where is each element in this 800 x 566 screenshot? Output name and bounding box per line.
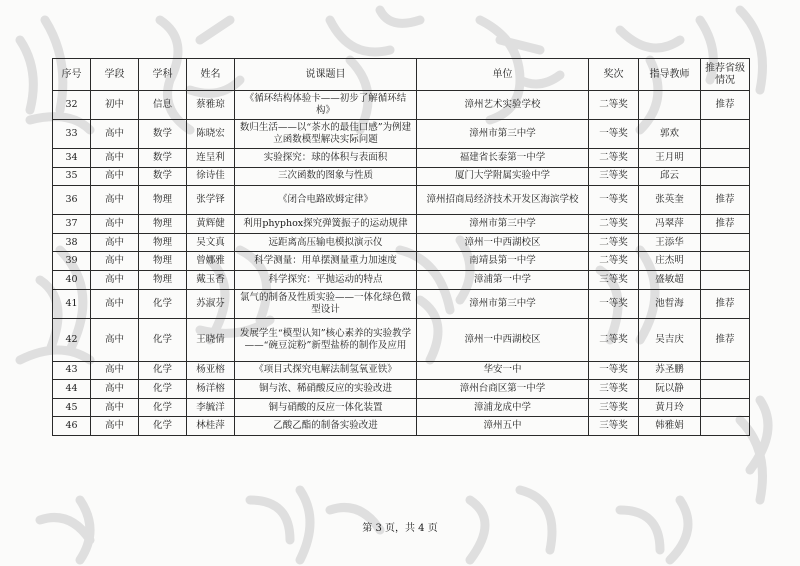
cell-subject: 化学: [139, 289, 187, 318]
cell-unit: 漳州艺术实验学校: [417, 91, 589, 120]
cell-no: 42: [53, 318, 91, 361]
cell-unit: 华安一中: [417, 361, 589, 380]
cell-stage: 高中: [91, 289, 139, 318]
cell-no: 46: [53, 417, 91, 436]
cell-subject: 物理: [139, 215, 187, 234]
cell-recommend: [701, 398, 750, 417]
cell-no: 44: [53, 380, 91, 399]
table-row: [53, 361, 750, 380]
cell-title: 发展学生“模型认知”核心素养的实验教学——“碗豆淀粉”新型盐桥的制作及应用: [235, 318, 417, 361]
cell-subject: 化学: [139, 398, 187, 417]
header-award: 奖次: [589, 59, 639, 91]
cell-subject: 化学: [139, 318, 187, 361]
cell-stage: 高中: [91, 233, 139, 252]
cell-subject: 数学: [139, 167, 187, 186]
header-title: 说课题目: [235, 59, 417, 91]
cell-subject: 信息: [139, 91, 187, 120]
cell-subject: 数学: [139, 149, 187, 168]
table-row: [53, 149, 750, 168]
cell-award: 一等奖: [589, 361, 639, 380]
cell-subject: 化学: [139, 380, 187, 399]
cell-name: 苏淑芬: [187, 289, 235, 318]
cell-name: 王晓倩: [187, 318, 235, 361]
cell-award: 三等奖: [589, 380, 639, 399]
cell-recommend: 推荐: [701, 186, 750, 215]
cell-name: 蔡雅琼: [187, 91, 235, 120]
cell-unit: 漳州台商区第一中学: [417, 380, 589, 399]
page-number-footer: 第 3 页，共 4 页: [362, 523, 438, 534]
cell-award: 二等奖: [589, 149, 639, 168]
cell-recommend: [701, 417, 750, 436]
cell-advisor: 黄月玲: [639, 398, 701, 417]
cell-unit: 漳州一中西湖校区: [417, 233, 589, 252]
cell-title: 《循环结构体验卡——初步了解循环结构》: [235, 91, 417, 120]
cell-advisor: 韩雅娟: [639, 417, 701, 436]
cell-name: 杨亚榕: [187, 361, 235, 380]
cell-title: 数归生活——以“茶水的最佳口感”为例建立函数模型解决实际问题: [235, 120, 417, 149]
cell-stage: 高中: [91, 398, 139, 417]
cell-award: 一等奖: [589, 120, 639, 149]
cell-name: 林桂萍: [187, 417, 235, 436]
cell-advisor: 盛敏超: [639, 270, 701, 289]
cell-name: 徐诗佳: [187, 167, 235, 186]
cell-award: 三等奖: [589, 417, 639, 436]
cell-no: 35: [53, 167, 91, 186]
cell-advisor: [639, 91, 701, 120]
cell-advisor: 庄杰明: [639, 252, 701, 271]
cell-unit: 南靖县第一中学: [417, 252, 589, 271]
cell-recommend: 推荐: [701, 289, 750, 318]
cell-title: 利用phyphox探究弹簧振子的运动规律: [235, 215, 417, 234]
cell-recommend: [701, 233, 750, 252]
table-row: [53, 270, 750, 289]
cell-stage: 高中: [91, 380, 139, 399]
cell-advisor: 苏圣鹏: [639, 361, 701, 380]
cell-award: 三等奖: [589, 167, 639, 186]
cell-stage: 高中: [91, 215, 139, 234]
cell-award: 二等奖: [589, 252, 639, 271]
table-row: [53, 91, 750, 120]
cell-name: 陈晓宏: [187, 120, 235, 149]
table-row: [53, 380, 750, 399]
cell-subject: 化学: [139, 417, 187, 436]
cell-title: 《项目式探究电解法制氢氧亚铁》: [235, 361, 417, 380]
cell-name: 李毓洋: [187, 398, 235, 417]
cell-stage: 高中: [91, 149, 139, 168]
cell-name: 吴文真: [187, 233, 235, 252]
cell-recommend: 推荐: [701, 91, 750, 120]
table-row: [53, 289, 750, 318]
cell-unit: 漳州五中: [417, 417, 589, 436]
cell-recommend: [701, 252, 750, 271]
cell-no: 40: [53, 270, 91, 289]
cell-unit: 漳州市第三中学: [417, 289, 589, 318]
cell-subject: 物理: [139, 233, 187, 252]
cell-no: 36: [53, 186, 91, 215]
cell-no: 41: [53, 289, 91, 318]
cell-no: 37: [53, 215, 91, 234]
cell-recommend: 推荐: [701, 215, 750, 234]
table-row: [53, 167, 750, 186]
cell-award: 一等奖: [589, 289, 639, 318]
table-row: [53, 398, 750, 417]
cell-subject: 物理: [139, 186, 187, 215]
table-row: [53, 215, 750, 234]
cell-recommend: [701, 149, 750, 168]
cell-stage: 高中: [91, 167, 139, 186]
cell-advisor: 冯翠萍: [639, 215, 701, 234]
cell-name: 戴玉香: [187, 270, 235, 289]
cell-recommend: [701, 120, 750, 149]
cell-title: 乙酸乙酯的制备实验改进: [235, 417, 417, 436]
cell-award: 二等奖: [589, 91, 639, 120]
cell-no: 43: [53, 361, 91, 380]
cell-name: 杨洋榕: [187, 380, 235, 399]
cell-title: 氯气的制备及性质实验——一体化绿色微型设计: [235, 289, 417, 318]
cell-advisor: 郭欢: [639, 120, 701, 149]
cell-unit: 漳州市第三中学: [417, 215, 589, 234]
table-row: [53, 318, 750, 361]
cell-advisor: 阮以静: [639, 380, 701, 399]
cell-title: 科学探究：平抛运动的特点: [235, 270, 417, 289]
header-name: 姓名: [187, 59, 235, 91]
cell-stage: 高中: [91, 120, 139, 149]
cell-no: 32: [53, 91, 91, 120]
cell-stage: 高中: [91, 252, 139, 271]
cell-subject: 物理: [139, 270, 187, 289]
cell-no: 34: [53, 149, 91, 168]
cell-title: 科学测量：用单摆测量重力加速度: [235, 252, 417, 271]
cell-title: 远距离高压输电模拟演示仪: [235, 233, 417, 252]
cell-advisor: 王月明: [639, 149, 701, 168]
cell-unit: 漳州招商局经济技术开发区海滨学校: [417, 186, 589, 215]
cell-no: 39: [53, 252, 91, 271]
table-row: [53, 120, 750, 149]
cell-stage: 高中: [91, 318, 139, 361]
cell-subject: 化学: [139, 361, 187, 380]
cell-unit: 漳州市第三中学: [417, 120, 589, 149]
cell-advisor: 邱云: [639, 167, 701, 186]
header-advisor: 指导教师: [639, 59, 701, 91]
cell-title: 铜与浓、稀硝酸反应的实验改进: [235, 380, 417, 399]
cell-stage: 初中: [91, 91, 139, 120]
cell-advisor: 池晢海: [639, 289, 701, 318]
award-table: [52, 58, 750, 436]
table-row: [53, 186, 750, 215]
cell-no: 45: [53, 398, 91, 417]
header-no: 序号: [53, 59, 91, 91]
cell-name: 连呈利: [187, 149, 235, 168]
cell-unit: 福建省长泰第一中学: [417, 149, 589, 168]
cell-award: 二等奖: [589, 233, 639, 252]
cell-recommend: [701, 270, 750, 289]
cell-name: 黄辉健: [187, 215, 235, 234]
table-row: [53, 417, 750, 436]
cell-subject: 物理: [139, 252, 187, 271]
cell-award: 三等奖: [589, 270, 639, 289]
cell-title: 《闭合电路欧姆定律》: [235, 186, 417, 215]
cell-unit: 厦门大学附属实验中学: [417, 167, 589, 186]
cell-subject: 数学: [139, 120, 187, 149]
table-header-row: [53, 59, 750, 91]
cell-award: 二等奖: [589, 215, 639, 234]
header-recommend: 推荐省级情况: [701, 59, 750, 91]
cell-unit: 漳浦龙成中学: [417, 398, 589, 417]
cell-award: 一等奖: [589, 186, 639, 215]
cell-no: 38: [53, 233, 91, 252]
cell-stage: 高中: [91, 361, 139, 380]
header-unit: 单位: [417, 59, 589, 91]
cell-recommend: 推荐: [701, 318, 750, 361]
cell-advisor: 张英奎: [639, 186, 701, 215]
cell-title: 三次函数的图象与性质: [235, 167, 417, 186]
cell-recommend: [701, 380, 750, 399]
cell-advisor: 吴吉庆: [639, 318, 701, 361]
cell-advisor: 王添华: [639, 233, 701, 252]
table-row: [53, 233, 750, 252]
cell-name: 曾娜雅: [187, 252, 235, 271]
cell-unit: 漳州一中西湖校区: [417, 318, 589, 361]
cell-award: 二等奖: [589, 318, 639, 361]
cell-no: 33: [53, 120, 91, 149]
cell-name: 张学铎: [187, 186, 235, 215]
cell-recommend: [701, 167, 750, 186]
cell-title: 实验探究：球的体积与表面积: [235, 149, 417, 168]
cell-recommend: [701, 361, 750, 380]
cell-stage: 高中: [91, 270, 139, 289]
cell-unit: 漳浦第一中学: [417, 270, 589, 289]
cell-stage: 高中: [91, 417, 139, 436]
table-row: [53, 252, 750, 271]
header-subject: 学科: [139, 59, 187, 91]
cell-title: 铜与硝酸的反应一体化装置: [235, 398, 417, 417]
cell-stage: 高中: [91, 186, 139, 215]
cell-award: 三等奖: [589, 398, 639, 417]
header-stage: 学段: [91, 59, 139, 91]
